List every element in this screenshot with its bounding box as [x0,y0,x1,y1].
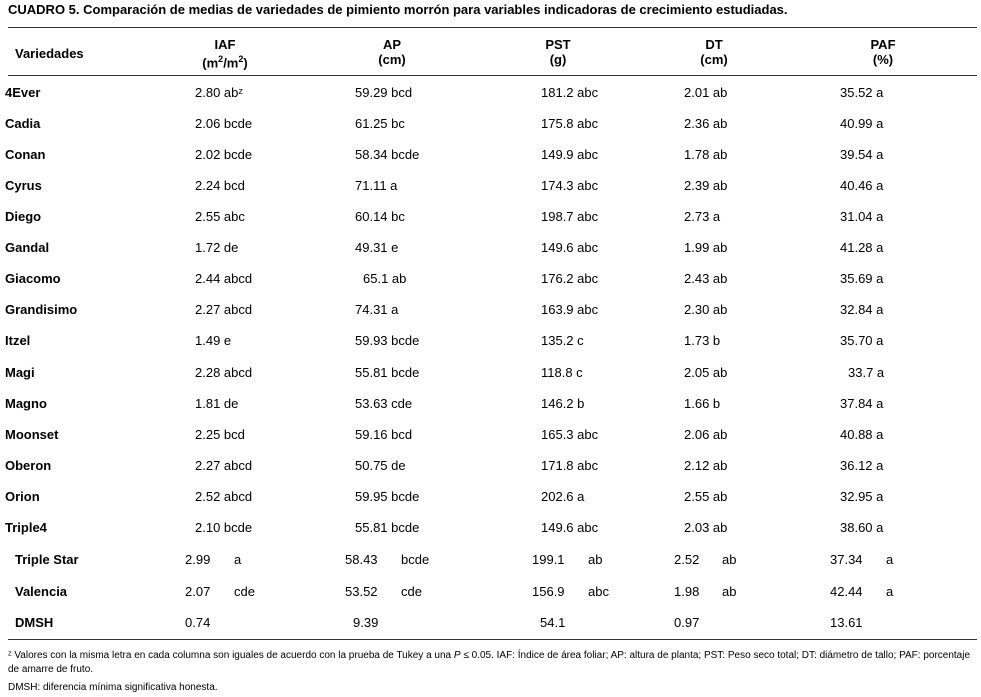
row-iaf: 2.06 bcde [195,116,253,131]
row-ap: 59.95 bcde [355,489,420,504]
row-paf: 39.54 a [840,147,884,162]
table-row [0,77,981,108]
header-paf-label: PAF [870,37,896,52]
table-row [0,201,981,232]
row-paf-value: 13.61 [830,615,863,630]
row-dt: 2.12 ab [684,458,728,473]
row-ap-value: 9.39 [353,615,379,630]
row-pst: 165.3 abc [541,427,599,442]
row-paf: 35.69 a [840,271,884,286]
row-ap: 65.1 ab [363,271,407,286]
table-row [0,170,981,201]
row-paf: 40.99 a [840,116,884,131]
row-iaf-letters: cde [234,584,255,599]
row-pst-letters: ab [588,552,603,567]
row-ap: 49.31 e [355,240,399,255]
header-iaf-unit: $(m^2/m^2)$ [202,54,248,71]
row-name: Triple Star [15,552,79,567]
header-pst-unit: (g) [549,52,567,67]
row-pst: 198.7 abc [541,209,599,224]
header-ap-label: AP [382,37,402,52]
header-pst-label: PST [545,37,571,52]
row-dt-letters: ab [722,584,737,599]
row-paf-letters: a [886,552,894,567]
row-name: 4Ever [5,85,41,100]
row-name: Cadia [5,116,41,131]
row-dt-letters: ab [722,552,737,567]
row-iaf: 2.27 abcd [195,302,253,317]
row-dt: 2.06 ab [684,427,728,442]
table-row [0,325,981,356]
row-iaf: 2.24 bcd [195,178,245,193]
row-iaf: 1.72 de [195,240,239,255]
row-name: Cyrus [5,178,42,193]
table-row [0,263,981,294]
row-name: Orion [5,489,40,504]
header-paf [833,37,933,67]
header-iaf-label: IAF [214,37,236,52]
header-dt-label: DT [705,37,723,52]
table-row [0,357,981,388]
footnote-dmsh: DMSH: diferencia mínima significativa honesta. [8,682,218,693]
row-dt: 2.39 ab [684,178,728,193]
row-dt-value: 0.97 [674,615,700,630]
row-iaf: 2.25 bcd [195,427,245,442]
row-pst: 146.2 b [541,396,585,411]
row-pst: 202.6 a [541,489,585,504]
header-ap-unit: (cm) [378,52,406,67]
row-iaf: 1.81 de [195,396,239,411]
row-paf: 33.7 a [848,365,885,380]
row-paf: 40.46 a [840,178,884,193]
row-paf: 41.28 a [840,240,884,255]
row-dt: 1.78 ab [684,147,728,162]
row-paf-value: 42.44 [830,584,863,599]
row-name: Valencia [15,584,68,599]
row-name: Itzel [5,333,31,348]
table-row [0,512,981,543]
row-paf: 31.04 a [840,209,884,224]
row-ap-value: 58.43 [345,552,378,567]
top-rule [8,27,977,28]
table-row [0,232,981,263]
row-iaf: 2.55 abc [195,209,245,224]
row-name: Giacomo [5,271,61,286]
row-name: Diego [5,209,42,224]
header-variedades: Variedades [15,46,84,61]
row-ap-letters: cde [401,584,422,599]
row-paf: 40.88 a [840,427,884,442]
table-row [0,294,981,325]
row-ap: 55.81 bcde [355,365,420,380]
row-ap-value: 53.52 [345,584,378,599]
table-row [0,481,981,512]
row-iaf: 2.52 abcd [195,489,253,504]
row-ap: 74.31 a [355,302,399,317]
row-paf-value: 37.34 [830,552,863,567]
row-pst-letters: abc [588,584,609,599]
row-dt: 1.66 b [684,396,721,411]
row-iaf-value: 0.74 [185,615,211,630]
row-name: Magno [5,396,47,411]
row-dt: 2.05 ab [684,365,728,380]
row-dt: 2.03 ab [684,520,728,535]
row-name: Gandal [5,240,50,255]
table-row [0,450,981,481]
table-title: CUADRO 5. Comparación de medias de variedades de pimiento morrón para variables indicadoras de crecimiento estudiadas. [8,2,788,17]
row-iaf: 2.28 abcd [195,365,253,380]
table-row [0,388,981,419]
row-pst: 163.9 abc [541,302,599,317]
row-dt-value: 2.52 [674,552,700,567]
row-pst: 175.8 abc [541,116,599,131]
row-iaf: 2.44 abcd [195,271,253,286]
row-ap: 61.25 bc [355,116,405,131]
table-row-dmsh [0,607,981,638]
row-dt: 2.43 ab [684,271,728,286]
row-pst: 176.2 abc [541,271,599,286]
table-row [0,139,981,170]
row-dt: 1.73 b [684,333,721,348]
row-iaf-value: 2.07 [185,584,211,599]
row-paf: 32.84 a [840,302,884,317]
row-name: Magi [5,365,35,380]
header-dt-unit: (cm) [700,52,728,67]
header-dt [664,37,764,67]
row-paf: 35.70 a [840,333,884,348]
row-ap: 59.16 bcd [355,427,413,442]
row-pst: 149.6 abc [541,240,599,255]
row-pst-value: 54.1 [540,615,566,630]
row-dt: 2.36 ab [684,116,728,131]
row-iaf: 1.49 e [195,333,232,348]
row-paf-letters: a [886,584,894,599]
table-row [0,419,981,450]
row-dt-value: 1.98 [674,584,700,599]
row-dt: 1.99 ab [684,240,728,255]
header-ap [342,37,442,67]
row-ap: 71.11 a [355,178,398,193]
header-rule [8,75,977,76]
table-row [0,108,981,139]
table-row [0,576,981,607]
row-name: Triple4 [5,520,47,535]
header-iaf [175,37,275,70]
row-ap: 53.63 cde [355,396,413,411]
bottom-rule [8,639,977,640]
row-iaf: 2.27 abcd [195,458,253,473]
row-iaf: 2.02 bcde [195,147,253,162]
row-ap: 58.34 bcde [355,147,420,162]
row-ap: 60.14 bc [355,209,405,224]
row-pst-value: 199.1 [532,552,565,567]
row-ap-letters: bcde [401,552,430,567]
row-pst: 149.9 abc [541,147,599,162]
row-dt: 2.30 ab [684,302,728,317]
row-iaf: 2.80 abᶻ [195,85,244,100]
row-name: Grandisimo [5,302,78,317]
row-iaf-letters: a [234,552,242,567]
row-name: Moonset [5,427,59,442]
row-pst: 171.8 abc [541,458,599,473]
header-paf-unit: (%) [872,52,894,67]
row-pst-value: 156.9 [532,584,565,599]
row-ap: 50.75 de [355,458,406,473]
footnote-significance: ᶻ Valores con la misma letra en cada columna son iguales de acuerdo con la prueba de Tukey a una P ≤ 0.05. IAF: Índice de área foliar; AP: altura de planta; PST: Peso seco total; DT: diámetro de tallo; PAF: porcentaje de amarre de fruto. [8,650,971,675]
row-dt: 2.01 ab [684,85,728,100]
row-name: Oberon [5,458,52,473]
row-pst: 118.8 c [541,365,583,380]
row-pst: 149.6 abc [541,520,599,535]
row-pst: 181.2 abc [541,85,599,100]
row-dt: 2.73 a [684,209,721,224]
row-pst: 135.2 c [541,333,584,348]
row-pst: 174.3 abc [541,178,599,193]
row-paf: 36.12 a [840,458,884,473]
table-row [0,544,981,575]
row-paf: 32.95 a [840,489,884,504]
row-iaf-value: 2.99 [185,552,211,567]
row-ap: 55.81 bcde [355,520,420,535]
row-ap: 59.29 bcd [355,85,413,100]
row-iaf: 2.10 bcde [195,520,253,535]
row-paf: 37.84 a [840,396,884,411]
row-name: DMSH [15,615,54,630]
row-paf: 35.52 a [840,85,884,100]
row-name: Conan [5,147,46,162]
row-paf: 38.60 a [840,520,884,535]
header-pst [508,37,608,67]
row-dt: 2.55 ab [684,489,728,504]
row-ap: 59.93 bcde [355,333,420,348]
